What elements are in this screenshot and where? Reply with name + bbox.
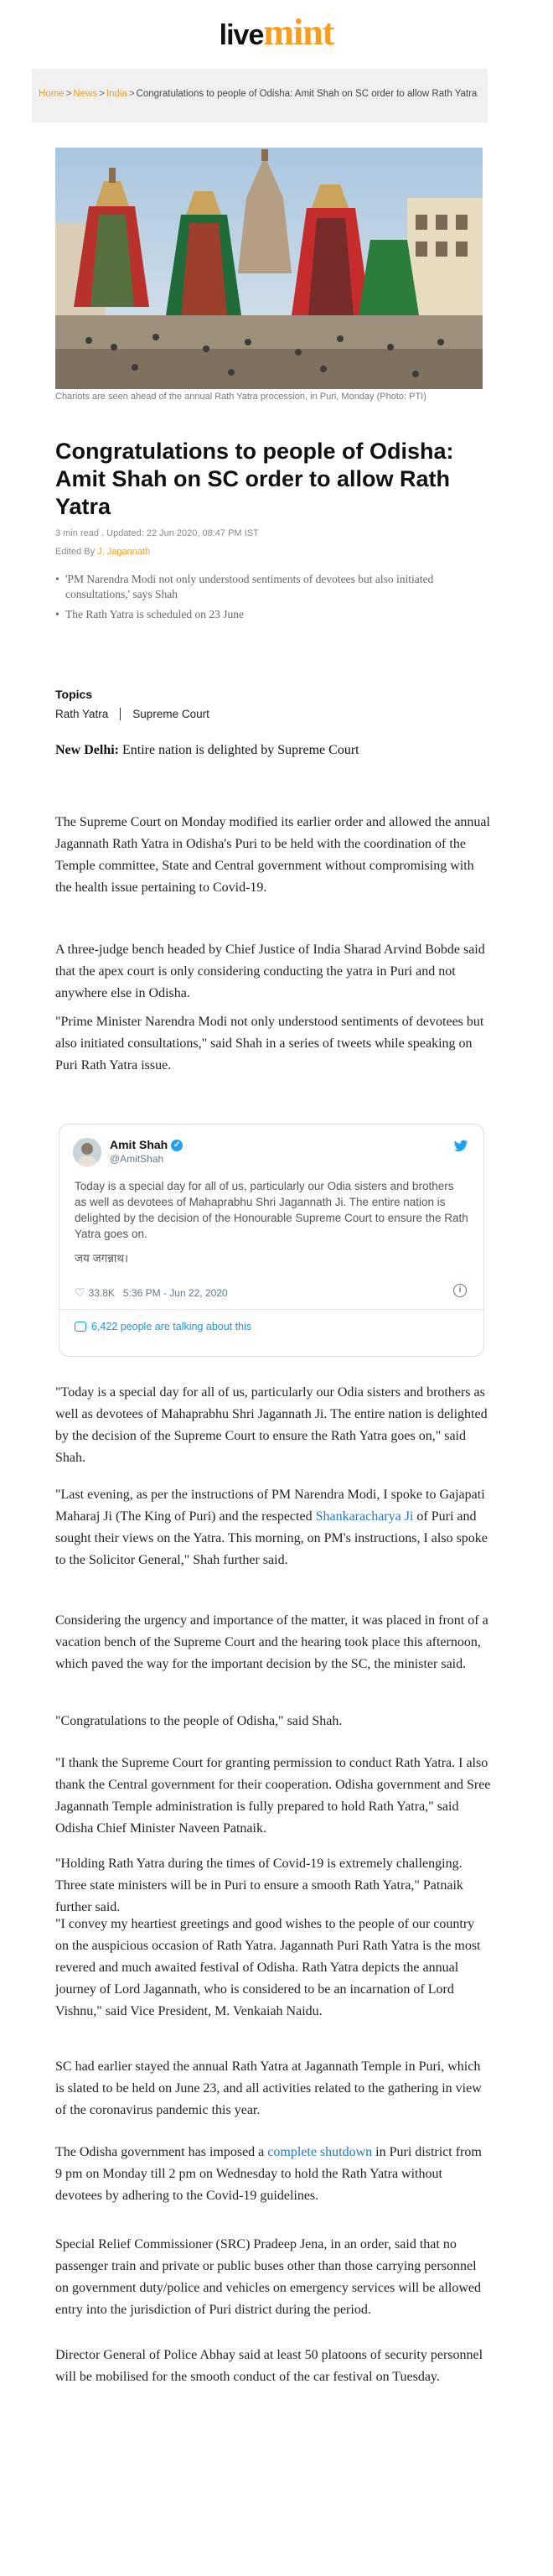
logo-live: live bbox=[219, 19, 264, 51]
highlight-item: • The Rath Yatra is scheduled on 23 June bbox=[55, 607, 491, 622]
editor-link[interactable]: J. Jagannath bbox=[97, 547, 151, 557]
paragraph-text: The Odisha government has imposed a bbox=[55, 2145, 268, 2159]
site-header bbox=[0, 0, 553, 65]
tweet-timestamp[interactable]: 5:36 PM - Jun 22, 2020 bbox=[122, 1286, 228, 1299]
complete-shutdown-link[interactable]: complete shutdown bbox=[267, 2145, 373, 2159]
breadcrumb bbox=[32, 69, 488, 122]
article-paragraph: "Today is a special day for all of us, particularly our Odia sisters and brothers as well as devotees of Mahaprabhu Shri Jagannath Ji. The entire nation is delighted by the decision of the Supreme Court to ensure the Rath Yatra goes on," said Shah. bbox=[55, 1385, 488, 1465]
livemint-logo[interactable] bbox=[220, 14, 334, 51]
edited-by-label: Edited By bbox=[55, 547, 96, 557]
article-paragraph: The Supreme Court on Monday modified its earlier order and allowed the annual Jagannath Rath Yatra in Odisha's Puri to be held with the coordination of the Temple committee, State and Central government without compromising with the health issue pertaining to Covid-19. bbox=[55, 815, 490, 895]
breadcrumb-separator: > bbox=[128, 89, 135, 99]
topic-rath-yatra[interactable]: Rath Yatra bbox=[55, 708, 121, 720]
breadcrumb-separator: > bbox=[99, 89, 105, 99]
article-meta: 3 min read . Updated: 22 Jun 2020, 08:47 PM IST bbox=[55, 528, 259, 538]
paragraph-text: in Puri district from 9 pm on Monday till 2 pm on Wednesday to hold the Rath Yatra without devotees by adhering to the Covid-19 guidelines. bbox=[55, 2145, 482, 2203]
heart-icon[interactable]: ♡ bbox=[75, 1285, 85, 1299]
tweet-author: Amit Shah bbox=[110, 1138, 168, 1151]
shankaracharya-link[interactable]: Shankaracharya Ji bbox=[315, 1509, 414, 1524]
dateline-place: New Delhi: bbox=[55, 743, 119, 757]
comment-bubble-icon bbox=[75, 1322, 86, 1332]
dateline-text: Entire nation is delighted by Supreme Court bbox=[118, 743, 359, 757]
article-highlights bbox=[55, 572, 491, 627]
tweet-stats bbox=[75, 1285, 228, 1300]
topics-list bbox=[55, 708, 209, 720]
tweet-hindi-text: जय जगन्नाथ। bbox=[75, 1252, 129, 1265]
tweet-talking-count: 6,422 people are talking about this bbox=[91, 1321, 252, 1332]
article-paragraph: "Congratulations to the people of Odisha," said Shah. bbox=[55, 1714, 343, 1728]
paragraph-text: of Puri and sought their views on the Yatra. This morning, on PM's instructions, I also spoke to the Solicitor General," Shah further said. bbox=[55, 1509, 488, 1567]
article-paragraph: Considering the urgency and importance of the matter, it was placed in front of a vacation bench of the Supreme Court and the hearing took place this afternoon, which paved the way for the important decision by the SC, the minister said. bbox=[55, 1613, 488, 1671]
article-paragraph bbox=[55, 1484, 491, 1571]
tweet-likes: 33.8K bbox=[88, 1286, 115, 1299]
tweet-conversation-link[interactable] bbox=[75, 1321, 251, 1332]
highlight-item: • 'PM Narendra Modi not only understood sentiments of devotees but also initiated consultations,' says Shah bbox=[55, 572, 491, 602]
tweet-handle[interactable]: @AmitShah bbox=[110, 1153, 164, 1165]
dateline bbox=[55, 743, 359, 758]
topic-supreme-court[interactable]: Supreme Court bbox=[132, 708, 209, 720]
article-paragraph: "Prime Minister Narendra Modi not only understood sentiments of devotees but also initiated consultations," said Shah in a series of tweets while speaking on Puri Rath Yatra issue. bbox=[55, 1015, 484, 1072]
breadcrumb-home[interactable]: Home bbox=[39, 89, 65, 99]
tweet-author-name[interactable] bbox=[110, 1138, 183, 1151]
hero-image bbox=[55, 148, 483, 389]
verified-icon: ✓ bbox=[171, 1140, 183, 1151]
article-headline: Congratulations to people of Odisha: Amit Shah on SC order to allow Rath Yatra bbox=[55, 439, 454, 519]
embedded-tweet[interactable] bbox=[59, 1124, 484, 1357]
hero-caption: Chariots are seen ahead of the annual Rath Yatra procession, in Puri, Monday (Photo: PTI) bbox=[55, 392, 426, 402]
paragraph-text: "Last evening, as per the instructions of PM Narendra Modi, I spoke to Gajapati Maharaj Ji (The King of Puri) and the respected bbox=[55, 1488, 485, 1524]
article-paragraph: Director General of Police Abhay said at least 50 platoons of security personnel will be mobilised for the smooth conduct of the car festival on Tuesday. bbox=[55, 2348, 483, 2384]
twitter-bird-icon[interactable] bbox=[453, 1140, 468, 1153]
breadcrumb-separator: > bbox=[65, 89, 72, 99]
info-icon[interactable]: i bbox=[453, 1284, 467, 1297]
breadcrumb-current: Congratulations to people of Odisha: Amit Shah on SC order to allow Rath Yatra bbox=[136, 89, 478, 99]
article-paragraph: "Holding Rath Yatra during the times of Covid-19 is extremely challenging. Three state ministers will be in Puri to ensure a smooth Rath Yatra," Patnaik further said. bbox=[55, 1857, 463, 1914]
article-paragraph: "I convey my heartiest greetings and good wishes to the people of our country on the auspicious occasion of Rath Yatra. Jagannath Puri Rath Yatra is the most revered and much awaited festival of Odisha. Rath Yatra depicts the annual journey of Lord Jagannath, who is considered to be an incarnation of Lord Vishnu," said Vice President, M. Venkaiah Naidu. bbox=[55, 1917, 481, 2018]
tweet-divider bbox=[59, 1309, 483, 1310]
topics-title: Topics bbox=[55, 688, 93, 701]
article-paragraph: Special Relief Commissioner (SRC) Pradeep Jena, in an order, said that no passenger train and private or public buses other than those carrying personnel on government duty/police and vehicles on emergency services will be allowed entry into the jurisdiction of Puri district during the period. bbox=[55, 2237, 481, 2317]
breadcrumb-india[interactable]: India bbox=[106, 89, 127, 99]
article-paragraph: SC had earlier stayed the annual Rath Yatra at Jagannath Temple in Puri, which is slated to be held on June 23, and all activities related to the gathering in view of the coronavirus pandemic this year. bbox=[55, 2059, 482, 2117]
article-paragraph bbox=[55, 2142, 491, 2207]
tweet-text: Today is a special day for all of us, particularly our Odia sisters and brothers as well as devotees of Mahaprabhu Shri Jagannath Ji. The entire nation is delighted by the decision of the Honourable Supreme Court to ensure the Rath Yatra goes on. bbox=[75, 1180, 468, 1240]
edited-by bbox=[55, 547, 150, 557]
logo-mint: mint bbox=[263, 12, 334, 53]
article-paragraph: "I thank the Supreme Court for granting permission to conduct Rath Yatra. I also thank the Central government for their cooperation. Odisha government and Sree Jagannath Temple administration is fully prepared to hold Rath Yatra," said Odisha Chief Minister Naveen Patnaik. bbox=[55, 1756, 491, 1836]
article-paragraph: A three-judge bench headed by Chief Justice of India Sharad Arvind Bobde said that the apex court is only considering conducting the yatra in Puri and not anywhere else in Odisha. bbox=[55, 943, 485, 1000]
tweet-avatar[interactable] bbox=[73, 1138, 101, 1166]
breadcrumb-news[interactable]: News bbox=[73, 89, 98, 99]
